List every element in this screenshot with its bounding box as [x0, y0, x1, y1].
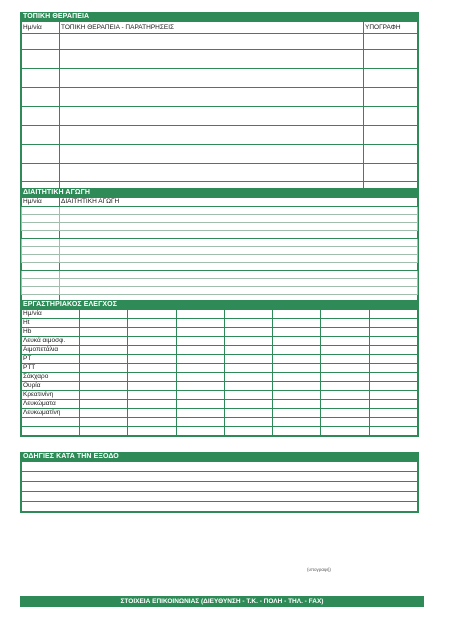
diet-cell[interactable] — [22, 223, 60, 231]
lab-cell[interactable] — [80, 364, 128, 373]
lab-cell[interactable] — [128, 346, 176, 355]
diet-cell[interactable] — [60, 247, 418, 255]
lab-row-label: Λευκά αιμοσφ. — [22, 337, 80, 346]
lab-cell[interactable] — [224, 409, 272, 418]
lab-row — [22, 418, 418, 427]
local-therapy-row — [22, 145, 418, 164]
diet-cell[interactable] — [22, 207, 60, 215]
lab-cell[interactable] — [273, 310, 321, 319]
lab-cell[interactable] — [128, 418, 176, 427]
lab-cell[interactable] — [128, 310, 176, 319]
local-therapy-cell[interactable] — [364, 88, 418, 107]
discharge-row — [22, 482, 418, 492]
lab-row — [22, 310, 418, 319]
lab-cell[interactable] — [321, 364, 369, 373]
lab-cell[interactable] — [128, 400, 176, 409]
discharge-row — [22, 502, 418, 512]
local-therapy-cell[interactable] — [22, 50, 60, 69]
lab-cell[interactable] — [176, 364, 224, 373]
local-therapy-cell[interactable] — [364, 107, 418, 126]
lab-cell[interactable] — [224, 337, 272, 346]
diet-cell[interactable] — [60, 263, 418, 271]
lab-row-label — [22, 418, 80, 427]
local-therapy-row — [22, 107, 418, 126]
diet-row — [22, 247, 418, 255]
lab-cell[interactable] — [369, 319, 417, 328]
lab-row — [22, 364, 418, 373]
lab-cell[interactable] — [224, 346, 272, 355]
local-therapy-cell[interactable] — [60, 126, 364, 145]
local-therapy-row — [22, 164, 418, 182]
diet-title: ΔΙΑΙΤΗΤΙΚΗ ΑΓΩΓΗ — [20, 188, 419, 197]
contact-footer: ΣΤΟΙΧΕΙΑ ΕΠΙΚΟΙΝΩΝΙΑΣ (ΔΙΕΥΘΥΝΣΗ - Τ.Κ. - ΠΟΛΗ - ΤΗΛ. - FAX) — [20, 596, 424, 607]
lab-cell[interactable] — [369, 346, 417, 355]
lab-row — [22, 355, 418, 364]
local-therapy-sign-header: ΥΠΟΓΡΑΦΗ — [364, 22, 418, 34]
lab-row — [22, 409, 418, 418]
diet-cell[interactable] — [22, 287, 60, 295]
lab-cell[interactable] — [224, 355, 272, 364]
lab-cell[interactable] — [80, 319, 128, 328]
discharge-cell[interactable] — [22, 502, 418, 512]
diet-cell[interactable] — [60, 231, 418, 239]
lab-cell[interactable] — [80, 382, 128, 391]
lab-cell[interactable] — [321, 427, 369, 436]
discharge-title: ΟΔΗΓΙΕΣ ΚΑΤΑ ΤΗΝ ΕΞΟΔΟ — [20, 452, 419, 461]
local-therapy-cell[interactable] — [60, 145, 364, 164]
lab-cell[interactable] — [321, 418, 369, 427]
local-therapy-cell[interactable] — [364, 126, 418, 145]
lab-cell[interactable] — [80, 409, 128, 418]
lab-cell[interactable] — [273, 337, 321, 346]
lab-cell[interactable] — [128, 427, 176, 436]
diet-cell[interactable] — [60, 287, 418, 295]
local-therapy-row — [22, 88, 418, 107]
local-therapy-row — [22, 126, 418, 145]
lab-cell[interactable] — [224, 418, 272, 427]
lab-row-label: Ht — [22, 319, 80, 328]
diet-row — [22, 207, 418, 215]
local-therapy-cell[interactable] — [364, 69, 418, 88]
diet-text-header: ΔΙΑΙΤΗΤΙΚΗ ΑΓΩΓΗ — [60, 198, 418, 207]
lab-cell[interactable] — [369, 382, 417, 391]
local-therapy-cell[interactable] — [60, 88, 364, 107]
lab-cell[interactable] — [369, 409, 417, 418]
lab-cell[interactable] — [321, 346, 369, 355]
diet-cell[interactable] — [22, 255, 60, 263]
diet-cell[interactable] — [22, 231, 60, 239]
lab-cell[interactable] — [176, 418, 224, 427]
diet-row — [22, 215, 418, 223]
lab-cell[interactable] — [128, 319, 176, 328]
lab-cell[interactable] — [369, 364, 417, 373]
lab-cell[interactable] — [176, 427, 224, 436]
local-therapy-row — [22, 34, 418, 50]
lab-row — [22, 400, 418, 409]
lab-cell[interactable] — [321, 355, 369, 364]
diet-cell[interactable] — [22, 239, 60, 247]
discharge-row — [22, 462, 418, 472]
lab-cell[interactable] — [273, 328, 321, 337]
lab-cell[interactable] — [80, 391, 128, 400]
local-therapy-cell[interactable] — [22, 69, 60, 88]
lab-cell[interactable] — [80, 373, 128, 382]
local-therapy-row — [22, 50, 418, 69]
lab-cell[interactable] — [369, 391, 417, 400]
diet-cell[interactable] — [22, 215, 60, 223]
lab-cell[interactable] — [80, 328, 128, 337]
lab-table — [20, 309, 419, 437]
lab-cell[interactable] — [369, 337, 417, 346]
diet-row — [22, 279, 418, 287]
diet-cell[interactable] — [60, 223, 418, 231]
discharge-row — [22, 492, 418, 502]
lab-cell[interactable] — [273, 319, 321, 328]
local-therapy-cell[interactable] — [60, 50, 364, 69]
lab-cell[interactable] — [224, 310, 272, 319]
lab-row — [22, 319, 418, 328]
lab-cell[interactable] — [176, 382, 224, 391]
diet-cell[interactable] — [60, 271, 418, 279]
diet-table — [20, 197, 419, 304]
local-therapy-row — [22, 69, 418, 88]
lab-row — [22, 346, 418, 355]
lab-cell[interactable] — [321, 337, 369, 346]
local-therapy-date-header: Ημ/νία — [22, 22, 60, 34]
local-therapy-cell[interactable] — [364, 34, 418, 50]
lab-cell[interactable] — [369, 355, 417, 364]
lab-cell[interactable] — [128, 391, 176, 400]
lab-row — [22, 427, 418, 436]
diet-row — [22, 239, 418, 247]
lab-cell[interactable] — [128, 364, 176, 373]
lab-cell[interactable] — [128, 328, 176, 337]
diet-cell[interactable] — [60, 207, 418, 215]
lab-cell[interactable] — [224, 364, 272, 373]
diet-date-header: Ημ/νία — [22, 198, 60, 207]
lab-cell[interactable] — [273, 373, 321, 382]
local-therapy-cell[interactable] — [22, 164, 60, 182]
local-therapy-cell[interactable] — [364, 145, 418, 164]
lab-cell[interactable] — [80, 337, 128, 346]
local-therapy-title: ΤΟΠΙΚΗ ΘΕΡΑΠΕΙΑ — [20, 12, 419, 21]
lab-cell[interactable] — [176, 400, 224, 409]
lab-cell[interactable] — [273, 418, 321, 427]
lab-cell[interactable] — [224, 400, 272, 409]
diet-cell[interactable] — [60, 239, 418, 247]
lab-row-label: Hb — [22, 328, 80, 337]
lab-cell[interactable] — [224, 373, 272, 382]
lab-cell[interactable] — [273, 346, 321, 355]
lab-cell[interactable] — [176, 337, 224, 346]
diet-cell[interactable] — [60, 279, 418, 287]
lab-row-label: PTT — [22, 364, 80, 373]
lab-cell[interactable] — [128, 409, 176, 418]
local-therapy-section — [20, 12, 419, 193]
lab-cell[interactable] — [321, 310, 369, 319]
lab-row-label: Λευκωματίνη — [22, 409, 80, 418]
lab-cell[interactable] — [321, 409, 369, 418]
lab-row-label: Λευκώματα — [22, 400, 80, 409]
discharge-cell[interactable] — [22, 492, 418, 502]
diet-row — [22, 223, 418, 231]
lab-row-label — [22, 427, 80, 436]
lab-cell[interactable] — [80, 400, 128, 409]
local-therapy-cell[interactable] — [22, 88, 60, 107]
lab-cell[interactable] — [128, 337, 176, 346]
diet-section — [20, 188, 419, 304]
lab-section — [20, 300, 419, 437]
diet-row — [22, 255, 418, 263]
lab-row — [22, 382, 418, 391]
diet-row — [22, 231, 418, 239]
lab-cell[interactable] — [321, 382, 369, 391]
diet-header-row — [22, 198, 418, 207]
lab-cell[interactable] — [224, 328, 272, 337]
discharge-cell[interactable] — [22, 462, 418, 472]
local-therapy-cell[interactable] — [364, 164, 418, 182]
diet-cell[interactable] — [22, 247, 60, 255]
local-therapy-cell[interactable] — [22, 126, 60, 145]
lab-cell[interactable] — [224, 319, 272, 328]
lab-cell[interactable] — [224, 427, 272, 436]
lab-row-label: PT — [22, 355, 80, 364]
lab-row — [22, 337, 418, 346]
lab-cell[interactable] — [128, 355, 176, 364]
lab-cell[interactable] — [273, 409, 321, 418]
lab-cell[interactable] — [369, 418, 417, 427]
diet-cell[interactable] — [60, 215, 418, 223]
diet-cell[interactable] — [22, 263, 60, 271]
lab-cell[interactable] — [80, 427, 128, 436]
lab-cell[interactable] — [369, 427, 417, 436]
lab-row-label: Αιμοπετάλια — [22, 346, 80, 355]
lab-cell[interactable] — [273, 400, 321, 409]
discharge-row — [22, 472, 418, 482]
local-therapy-cell[interactable] — [22, 107, 60, 126]
lab-cell[interactable] — [176, 373, 224, 382]
lab-cell[interactable] — [321, 328, 369, 337]
lab-row — [22, 373, 418, 382]
lab-cell[interactable] — [369, 373, 417, 382]
lab-cell[interactable] — [369, 328, 417, 337]
lab-row-label: Σάκχαρο — [22, 373, 80, 382]
lab-cell[interactable] — [369, 310, 417, 319]
lab-cell[interactable] — [80, 418, 128, 427]
lab-row-label: Ουρία — [22, 382, 80, 391]
diet-row — [22, 287, 418, 295]
lab-cell[interactable] — [176, 346, 224, 355]
lab-row-label: Ημ/νία — [22, 310, 80, 319]
lab-cell[interactable] — [176, 319, 224, 328]
lab-cell[interactable] — [321, 391, 369, 400]
local-therapy-cell[interactable] — [60, 69, 364, 88]
discharge-section — [20, 452, 419, 513]
lab-cell[interactable] — [128, 373, 176, 382]
lab-cell[interactable] — [273, 364, 321, 373]
local-therapy-cell[interactable] — [60, 107, 364, 126]
local-therapy-text-header: ΤΟΠΙΚΗ ΘΕΡΑΠΕΙΑ - ΠΑΡΑΤΗΡΗΣΕΙΣ — [60, 22, 364, 34]
lab-cell[interactable] — [176, 409, 224, 418]
local-therapy-cell[interactable] — [60, 34, 364, 50]
discharge-cell[interactable] — [22, 472, 418, 482]
lab-cell[interactable] — [128, 382, 176, 391]
lab-cell[interactable] — [224, 382, 272, 391]
lab-cell[interactable] — [80, 355, 128, 364]
local-therapy-table — [20, 21, 419, 193]
lab-cell[interactable] — [321, 400, 369, 409]
lab-cell[interactable] — [80, 346, 128, 355]
diet-cell[interactable] — [22, 271, 60, 279]
lab-cell[interactable] — [176, 391, 224, 400]
lab-title: ΕΡΓΑΣΤΗΡΙΑΚΟΣ ΕΛΕΓΧΟΣ — [20, 300, 419, 309]
local-therapy-cell[interactable] — [22, 34, 60, 50]
discharge-table — [20, 461, 419, 513]
lab-cell[interactable] — [321, 373, 369, 382]
diet-cell[interactable] — [22, 279, 60, 287]
local-therapy-cell[interactable] — [22, 145, 60, 164]
lab-cell[interactable] — [224, 391, 272, 400]
lab-cell[interactable] — [273, 427, 321, 436]
diet-cell[interactable] — [60, 255, 418, 263]
lab-row-label: Κρεατινίνη — [22, 391, 80, 400]
signature-label: (υπογραφή) — [307, 567, 331, 572]
lab-cell[interactable] — [273, 355, 321, 364]
lab-row — [22, 328, 418, 337]
local-therapy-cell[interactable] — [60, 164, 364, 182]
lab-cell[interactable] — [176, 328, 224, 337]
lab-cell[interactable] — [273, 391, 321, 400]
lab-cell[interactable] — [176, 310, 224, 319]
discharge-cell[interactable] — [22, 482, 418, 492]
lab-row — [22, 391, 418, 400]
lab-cell[interactable] — [321, 319, 369, 328]
lab-cell[interactable] — [80, 310, 128, 319]
lab-cell[interactable] — [273, 382, 321, 391]
diet-row — [22, 271, 418, 279]
lab-cell[interactable] — [369, 400, 417, 409]
local-therapy-header-row — [22, 22, 418, 34]
diet-row — [22, 263, 418, 271]
local-therapy-cell[interactable] — [364, 50, 418, 69]
lab-cell[interactable] — [176, 355, 224, 364]
